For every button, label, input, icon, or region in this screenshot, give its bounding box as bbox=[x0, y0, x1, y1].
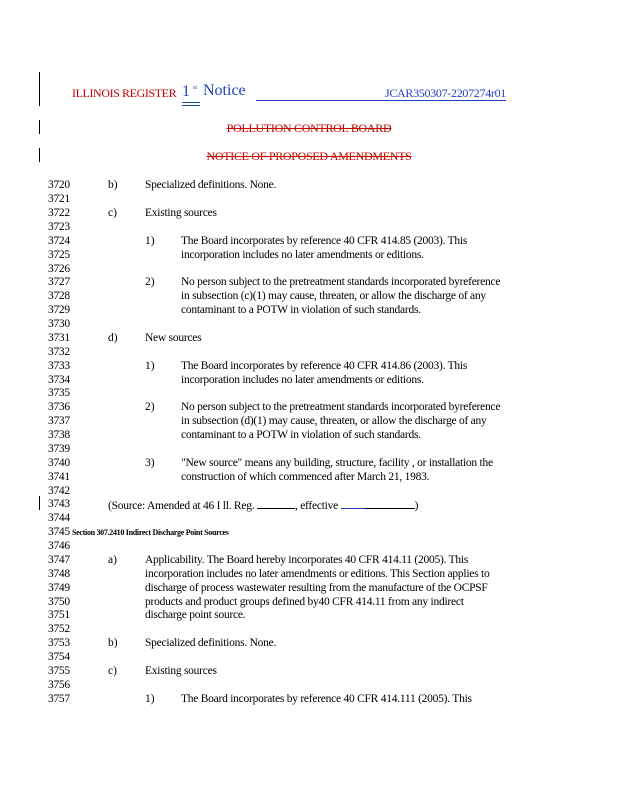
line-number: 3745 bbox=[48, 526, 70, 538]
paragraph-line: discharge of process wastewater resulting from the manufacture of the OCPSF bbox=[145, 582, 488, 594]
paragraph-line: "New source" means any building, structure, facility , or installation the bbox=[181, 457, 493, 469]
source-note-text: , effective bbox=[294, 500, 341, 512]
paragraph-line: in subsection (c)(1) may cause, threaten, or allow the discharge of any bbox=[181, 290, 486, 302]
line-number: 3757 bbox=[48, 693, 70, 705]
underline-mark bbox=[182, 102, 200, 103]
line-number: 3751 bbox=[48, 609, 70, 621]
paragraph-line: contaminant to a POTW in violation of such standards. bbox=[181, 429, 421, 441]
paragraph-line: contaminant to a POTW in violation of such standards. bbox=[181, 304, 421, 316]
line-number: 3744 bbox=[48, 512, 70, 524]
register-page-blank bbox=[257, 497, 295, 509]
line-number: 3733 bbox=[48, 360, 70, 372]
subsection-label: d) bbox=[108, 332, 118, 344]
paragraph-line: products and product groups defined by40 CFR 414.11 from any indirect bbox=[145, 596, 464, 608]
line-number: 3730 bbox=[48, 318, 70, 330]
line-number: 3723 bbox=[48, 221, 70, 233]
source-note bbox=[108, 497, 418, 513]
paragraph-line: Existing sources bbox=[145, 665, 217, 677]
line-number: 3721 bbox=[48, 193, 70, 205]
source-note-text: (Source: Amended at 46 I ll. Reg. bbox=[108, 500, 257, 512]
line-number: 3752 bbox=[48, 623, 70, 635]
item-label: 1) bbox=[145, 235, 155, 247]
line-number: 3739 bbox=[48, 443, 70, 455]
line-number: 3724 bbox=[48, 235, 70, 247]
line-number: 3746 bbox=[48, 540, 70, 552]
jcar-code: JCAR350307-2207274r01 bbox=[256, 87, 506, 101]
effective-date-blank bbox=[365, 497, 415, 509]
register-name: ILLINOIS REGISTER bbox=[72, 86, 177, 100]
paragraph-line: Existing sources bbox=[145, 207, 217, 219]
section-heading: Section 307.2410 Indirect Discharge Point Sources bbox=[72, 528, 229, 537]
paragraph-line: The Board incorporates by reference 40 CFR 414.86 (2003). This bbox=[181, 360, 468, 372]
line-number: 3732 bbox=[48, 346, 70, 358]
line-number: 3728 bbox=[48, 290, 70, 302]
paragraph-line: discharge point source. bbox=[145, 609, 246, 621]
line-number: 3748 bbox=[48, 568, 70, 580]
line-number: 3743 bbox=[48, 498, 70, 510]
underline-mark bbox=[182, 105, 200, 106]
line-number: 3734 bbox=[48, 374, 70, 386]
line-number: 3741 bbox=[48, 471, 70, 483]
line-number: 3726 bbox=[48, 263, 70, 275]
paragraph-line: Specialized definitions. None. bbox=[145, 179, 277, 191]
line-number: 3720 bbox=[48, 179, 70, 191]
line-number: 3727 bbox=[48, 276, 70, 288]
line-number: 3736 bbox=[48, 401, 70, 413]
subsection-label: c) bbox=[108, 665, 117, 677]
item-label: 3) bbox=[145, 457, 155, 469]
paragraph-line: incorporation includes no later amendments or editions. This Section applies to bbox=[145, 568, 490, 580]
paragraph-line: New sources bbox=[145, 332, 202, 344]
item-label: 2) bbox=[145, 401, 155, 413]
paragraph-line: No person subject to the pretreatment standards incorporated byreference bbox=[181, 401, 501, 413]
line-number: 3725 bbox=[48, 249, 70, 261]
change-bar bbox=[39, 496, 40, 510]
item-label: 1) bbox=[145, 693, 155, 705]
line-number: 3756 bbox=[48, 679, 70, 691]
line-number: 3742 bbox=[48, 485, 70, 497]
change-bar bbox=[39, 72, 40, 106]
subsection-label: b) bbox=[108, 179, 118, 191]
paragraph-line: No person subject to the pretreatment standards incorporated byreference bbox=[181, 276, 501, 288]
notice-title: NOTICE OF PROPOSED AMENDMENTS bbox=[206, 149, 412, 163]
line-number: 3750 bbox=[48, 596, 70, 608]
line-number: 3735 bbox=[48, 387, 70, 399]
line-number: 3749 bbox=[48, 582, 70, 594]
paragraph-line: The Board incorporates by reference 40 CFR 414.85 (2003). This bbox=[181, 235, 468, 247]
paragraph-line: incorporation includes no later amendments or editions. bbox=[181, 374, 424, 386]
line-number: 3754 bbox=[48, 651, 70, 663]
line-number: 3731 bbox=[48, 332, 70, 344]
paragraph-line: incorporation includes no later amendments or editions. bbox=[181, 249, 424, 261]
paragraph-line: Applicability. The Board hereby incorporates 40 CFR 414.11 (2005). This bbox=[145, 554, 469, 566]
line-number: 3747 bbox=[48, 554, 70, 566]
paragraph-line: Specialized definitions. None. bbox=[145, 637, 277, 649]
subsection-label: a) bbox=[108, 554, 117, 566]
line-number: 3729 bbox=[48, 304, 70, 316]
line-number: 3738 bbox=[48, 429, 70, 441]
item-label: 2) bbox=[145, 276, 155, 288]
paragraph-line: construction of which commenced after March 21, 1983. bbox=[181, 471, 430, 483]
line-number: 3740 bbox=[48, 457, 70, 469]
paragraph-line: The Board incorporates by reference 40 CFR 414.111 (2005). This bbox=[181, 693, 472, 705]
issue-number: 1 bbox=[182, 83, 190, 100]
line-number: 3755 bbox=[48, 665, 70, 677]
source-note-text: ) bbox=[414, 500, 419, 512]
board-title: POLLUTION CONTROL BOARD bbox=[226, 121, 392, 135]
effective-date-blank bbox=[341, 497, 365, 509]
subsection-label: b) bbox=[108, 637, 118, 649]
notice-label: Notice bbox=[203, 82, 246, 99]
issue-suffix: st bbox=[193, 85, 198, 91]
register-header bbox=[72, 83, 592, 113]
line-number: 3753 bbox=[48, 637, 70, 649]
item-label: 1) bbox=[145, 360, 155, 372]
subsection-label: c) bbox=[108, 207, 117, 219]
line-number: 3737 bbox=[48, 415, 70, 427]
line-number: 3722 bbox=[48, 207, 70, 219]
paragraph-line: in subsection (d)(1) may cause, threaten, or allow the discharge of any bbox=[181, 415, 487, 427]
